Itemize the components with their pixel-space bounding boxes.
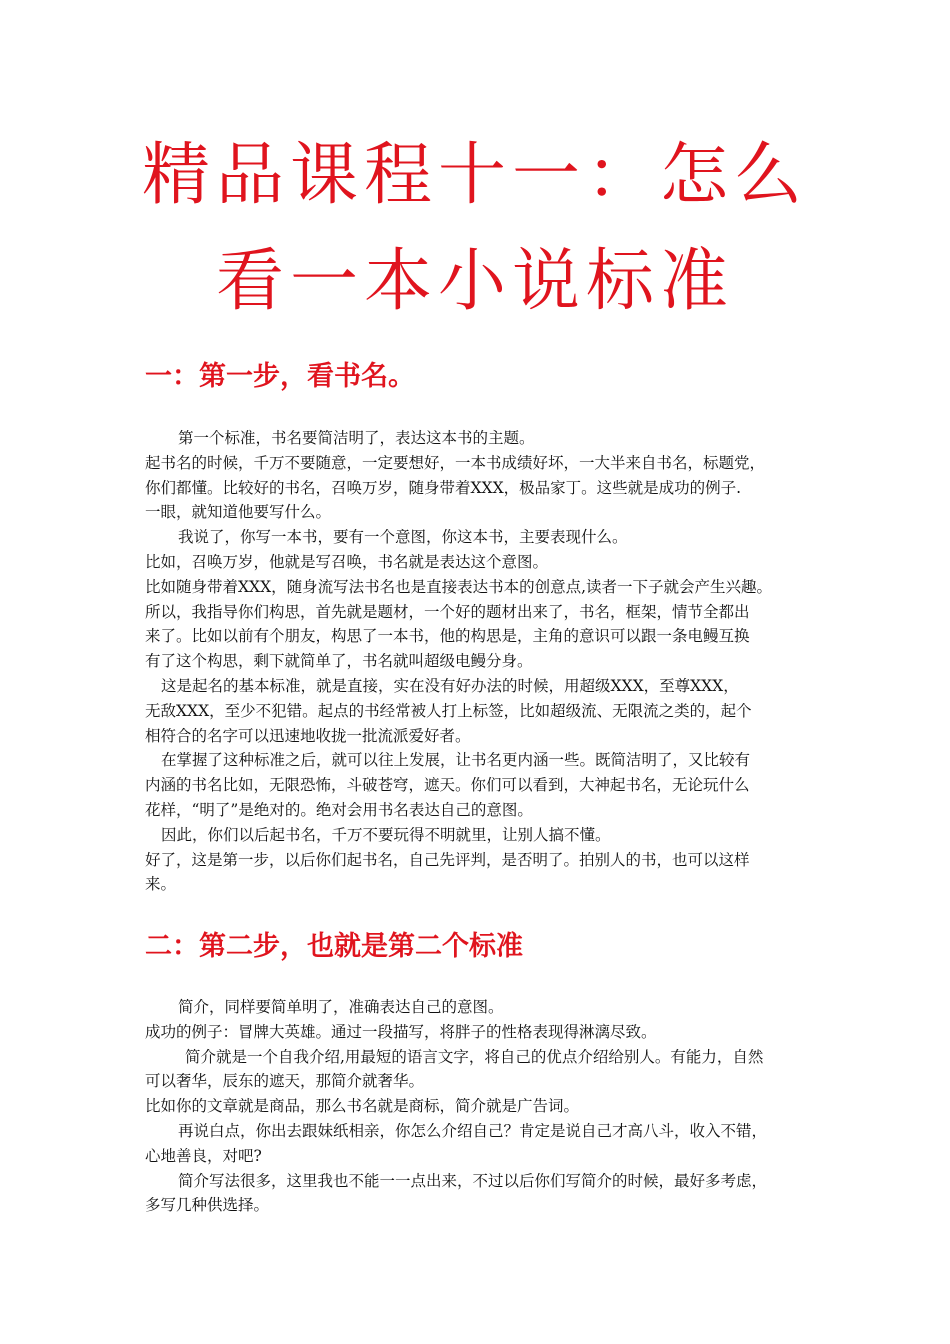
section-2-heading: 二：第二步，也就是第二个标准 xyxy=(145,931,523,962)
paragraph-line: 比如，召唤万岁，他就是写召唤，书名就是表达这个意图。 xyxy=(145,552,549,571)
paragraph-line: 无敌XXX，至少不犯错。起点的书经常被人打上标签，比如超级流、无限流之类的，起个 xyxy=(145,701,752,720)
paragraph-line: 内涵的书名比如，无限恐怖，斗破苍穹，遮天。你们可以看到，大神起书名，无论玩什么 xyxy=(145,776,750,795)
paragraph-line: 成功的例子：冒牌大英雄。通过一段描写，将胖子的性格表现得淋漓尽致。 xyxy=(145,1022,657,1041)
paragraph-line: 你们都懂。比较好的书名，召唤万岁，随身带着XXX，极品家丁。这些就是成功的例子. xyxy=(145,478,742,497)
paragraph-line: 相符合的名字可以迅速地收拢一批流派爱好者。 xyxy=(145,726,471,745)
paragraph-line: 这是起名的基本标准，就是直接，实在没有好办法的时候，用超级XXX，至尊XXX， xyxy=(161,676,739,695)
paragraph-line: 好了，这是第一步，以后你们起书名，自己先评判，是否明了。拍别人的书，也可以这样 xyxy=(145,850,750,869)
paragraph-line: 比如随身带着XXX，随身流写法书名也是直接表达书本的创意点,读者一下子就会产生兴趣。 xyxy=(145,577,773,596)
title-line-1: 精品课程十一：怎么 xyxy=(141,136,808,215)
paragraph-line: 在掌握了这种标准之后，就可以往上发展，让书名更内涵一些。既简洁明了，又比较有 xyxy=(161,751,751,770)
paragraph-line: 我说了，你写一本书，要有一个意图，你这本书，主要表现什么。 xyxy=(178,528,628,547)
paragraph-line: 因此，你们以后起书名，千万不要玩得不明就里，让别人搞不懂。 xyxy=(161,825,611,844)
paragraph-line: 可以奢华，辰东的遮天，那简介就奢华。 xyxy=(145,1072,425,1091)
paragraph-line: 第一个标准，书名要简洁明了，表达这本书的主题。 xyxy=(178,429,535,447)
paragraph-line: 有了这个构思，剩下就简单了，书名就叫超级电鳗分身。 xyxy=(145,652,533,671)
paragraph-line: 简介，同样要简单明了，准确表达自己的意图。 xyxy=(178,998,504,1016)
section-1-heading: 一：第一步，看书名。 xyxy=(145,361,415,392)
paragraph-line: 简介就是一个自我介绍,用最短的语言文字，将自己的优点介绍给别人。有能力，自然 xyxy=(185,1047,764,1066)
paragraph-line: 来。 xyxy=(145,875,177,894)
section-2-body xyxy=(145,995,815,1218)
paragraph-line: 再说白点，你出去跟妹纸相亲，你怎么介绍自己？肯定是说自己才高八斗，收入不错， xyxy=(178,1121,768,1140)
paragraph-line: 一眼，就知道他要写什么。 xyxy=(145,503,332,522)
title-line-2: 看一本小说标准 xyxy=(215,242,734,321)
paragraph-line: 来了。比如以前有个朋友，构思了一本书，他的构思是，主角的意识可以跟一条电鳗互换 xyxy=(145,627,750,646)
paragraph-line: 多写几种供选择。 xyxy=(145,1196,270,1215)
paragraph-line: 花样，“明了”是绝对的。绝对会用书名表达自己的意图。 xyxy=(145,800,533,819)
paragraph-line: 所以，我指导你们构思，首先就是题材，一个好的题材出来了，书名，框架，情节全都出 xyxy=(145,602,750,621)
paragraph-line: 起书名的时候，千万不要随意，一定要想好，一本书成绩好坏，一大半来自书名，标题党， xyxy=(145,453,766,472)
paragraph-line: 心地善良，对吧? xyxy=(145,1146,262,1165)
paragraph-line: 简介写法很多，这里我也不能一一点出来，不过以后你们写简介的时候，最好多考虑， xyxy=(178,1171,768,1190)
paragraph-line: 比如你的文章就是商品，那么书名就是商标，简介就是广告词。 xyxy=(145,1097,580,1116)
section-1-body xyxy=(145,426,815,897)
